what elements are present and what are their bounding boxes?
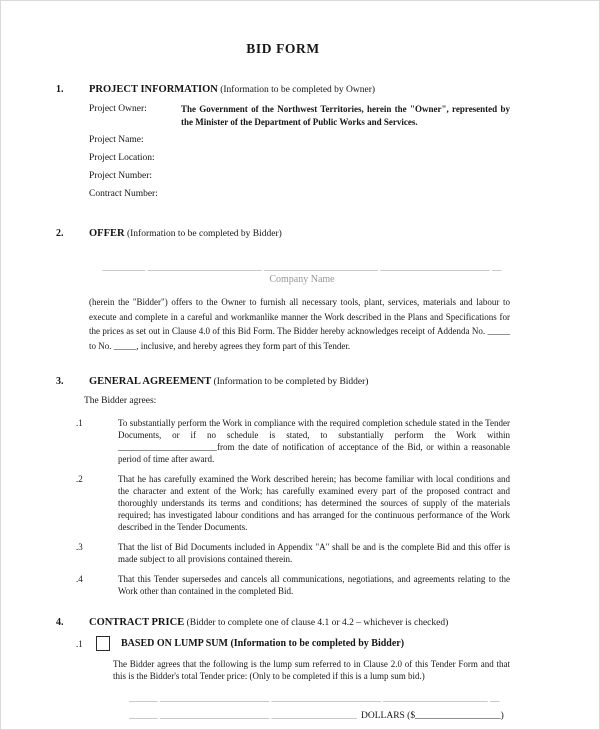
company-name-block xyxy=(92,263,512,286)
project-information-fields xyxy=(89,103,510,201)
clause-3-2 xyxy=(56,473,510,533)
general-agreement-intro: The Bidder agrees: xyxy=(84,396,157,406)
project-number-value[interactable] xyxy=(181,170,510,183)
section-1-note: (Information to be completed by Owner) xyxy=(220,85,376,95)
tender-price-line-2-rule[interactable]: ______ _______________________ __________________ xyxy=(129,711,357,721)
section-1-heading-row xyxy=(56,83,510,97)
project-name-label: Project Name: xyxy=(89,135,144,145)
field-row-project-owner xyxy=(89,103,510,129)
document-title: BID FORM xyxy=(246,41,320,56)
section-3-title: GENERAL AGREEMENT xyxy=(89,376,212,387)
clause-3-3 xyxy=(56,541,510,565)
tender-price-line-2 xyxy=(129,710,510,722)
section-1-number: 1. xyxy=(56,84,64,95)
section-4-title: CONTRACT PRICE xyxy=(89,617,185,628)
contract-number-label: Contract Number: xyxy=(89,189,158,199)
section-4-heading-row xyxy=(56,616,510,630)
section-3-number: 3. xyxy=(56,376,64,387)
project-location-label: Project Location: xyxy=(89,153,155,163)
document-content xyxy=(1,41,599,722)
field-row-project-number xyxy=(89,170,510,183)
tender-price-block xyxy=(129,694,510,722)
clause-3-4-text: That this Tender supersedes and cancels all communications, negotiations, and agreements relating to the Work other than contained in the completed Bid. xyxy=(118,574,510,596)
section-4-heading xyxy=(89,616,448,630)
field-row-project-location xyxy=(89,152,510,165)
clause-4-1-row xyxy=(76,636,510,651)
clause-3-3-number: .3 xyxy=(76,542,83,552)
clause-3-4-number: .4 xyxy=(76,574,83,584)
lump-sum-checkbox[interactable] xyxy=(96,636,110,651)
field-row-contract-number xyxy=(89,188,510,201)
section-1-title: PROJECT INFORMATION xyxy=(89,84,218,95)
project-location-value[interactable] xyxy=(181,152,510,165)
project-owner-value: The Government of the Northwest Territories, herein the "Owner", represented by the Minister of the Department of Public Works and Services. xyxy=(181,104,510,127)
project-owner-label: Project Owner: xyxy=(89,104,147,114)
lump-sum-heading: BASED ON LUMP SUM (Information to be completed by Bidder) xyxy=(121,638,405,649)
section-3-heading-row xyxy=(56,375,510,389)
clause-3-4 xyxy=(56,573,510,597)
offer-paragraph: (herein the "Bidder") offers to the Owner to furnish all necessary tools, plant, services, materials and labour to execute and complete in a careful and workmanlike manner the Work described in the Plans and Specifications for the prices as set out in Clause 4.0 of this Bid Form. The Bidder hereby acknowledges receipt of Addenda No. _____ to No. _____, inclusive, and hereby agrees they form part of this Tender. xyxy=(89,297,510,351)
company-name-line[interactable]: _________ ________________________ ________________________ _______________________ __ xyxy=(102,263,502,273)
clause-3-3-text: That the list of Bid Documents included in Appendix "A" shall be and is the complete Bid and this offer is made subject to all provisions contained therein. xyxy=(118,542,510,564)
company-name-caption: Company Name xyxy=(269,274,335,285)
clause-4-1-number: .1 xyxy=(76,638,83,649)
section-2-heading-row xyxy=(56,227,510,241)
project-number-label: Project Number: xyxy=(89,171,153,181)
section-4-number: 4. xyxy=(56,617,64,628)
dollar-amount-field[interactable]: DOLLARS ($__________________) xyxy=(361,711,504,721)
section-2-number: 2. xyxy=(56,228,64,239)
project-name-value[interactable] xyxy=(181,134,510,147)
section-3-note: (Information to be completed by Bidder) xyxy=(213,377,369,387)
contract-number-value[interactable] xyxy=(181,188,510,201)
clause-3-1 xyxy=(56,417,510,465)
clause-3-2-text: That he has carefully examined the Work described herein; has become familiar with local conditions and the character and extent of the Work; has carefully examined every part of the proposed contract and thoroughly understands its terms and conditions; has determined the sources of supply of the materials required; has investigated labour conditions and has arranged for the continuous performance of the Work described in the Tender Documents. xyxy=(118,474,510,532)
tender-price-line-1[interactable]: ______ _______________________ _______________________ ______________________ __ xyxy=(129,694,500,704)
clause-3-1-number: .1 xyxy=(76,418,83,428)
section-4-note: (Bidder to complete one of clause 4.1 or 4.2 – whichever is checked) xyxy=(186,618,449,628)
lump-sum-paragraph: The Bidder agrees that the following is the lump sum referred to in Clause 2.0 of this Tender Form and that this is the Bidder's total Tender price: (Only to be completed if this is a lump sum bid.) xyxy=(113,659,510,681)
clause-3-2-number: .2 xyxy=(76,474,83,484)
section-2-heading xyxy=(89,227,282,241)
field-row-project-name xyxy=(89,134,510,147)
section-1-heading xyxy=(89,83,375,97)
section-2-title: OFFER xyxy=(89,228,125,239)
section-2-note: (Information to be completed by Bidder) xyxy=(126,229,282,239)
section-3-heading xyxy=(89,375,368,389)
clause-3-1-text: To substantially perform the Work in compliance with the required completion schedule stated in the Tender Documents, or if no schedule is stated, to substantially perform the Work within ______________________from the date of notification of acceptance of the Bid, or within a reasonable period of time after award. xyxy=(118,418,510,464)
